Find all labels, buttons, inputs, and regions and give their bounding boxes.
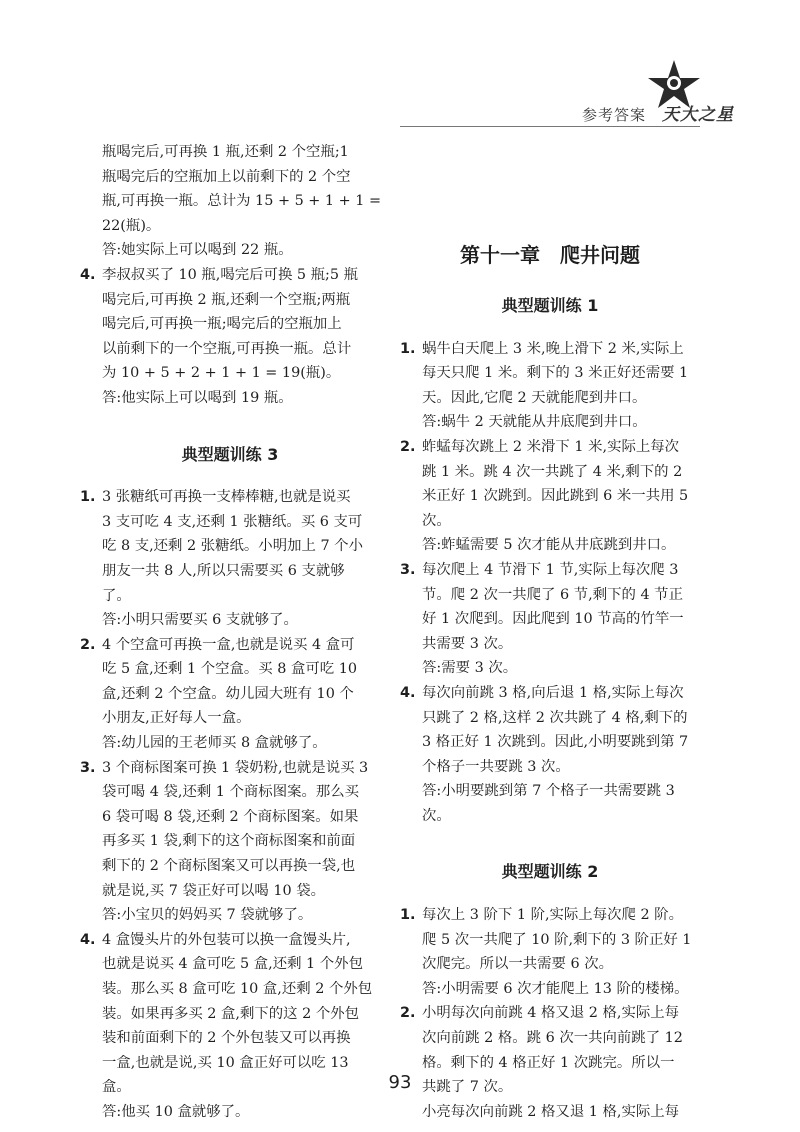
- text-line: 天。因此,它爬 2 天就能爬到井口。: [422, 389, 647, 406]
- list-item: [400, 1001, 700, 1026]
- answer-line: 答:他买 10 盒就够了。: [102, 1103, 250, 1120]
- text-line: 喝完后,可再换 2 瓶,还剩一个空瓶;两瓶: [102, 291, 351, 308]
- text-line: 好 1 次爬到。因此爬到 10 节高的竹竿一: [422, 611, 684, 628]
- right-column: [400, 140, 700, 1124]
- page-number: 93: [388, 1072, 412, 1093]
- answer-line: 次。: [422, 807, 451, 824]
- text-line: 共需要 3 次。: [422, 635, 513, 652]
- item-number: 3.: [400, 561, 416, 578]
- text-line: 盒,还剩 2 个空盒。幼儿园大班有 10 个: [102, 685, 354, 702]
- section-title: 典型题训练 2: [501, 862, 599, 882]
- list-item: [80, 633, 380, 658]
- list-item: [400, 681, 700, 706]
- text-line: 格。剩下的 4 格正好 1 次跳完。所以一: [422, 1054, 675, 1071]
- text-line: 只跳了 2 格,这样 2 次共跳了 4 格,剩下的: [422, 709, 688, 726]
- answer-line: 答:小明只需要买 6 支就够了。: [102, 612, 298, 629]
- text-line: 李叔叔买了 10 瓶,喝完后可换 5 瓶;5 瓶: [102, 266, 358, 283]
- text-line: 共跳了 7 次。: [422, 1079, 513, 1096]
- text-line: 3 个商标图案可换 1 袋奶粉,也就是说买 3: [102, 759, 369, 776]
- text-line: 爬 5 次一共爬了 10 阶,剩下的 3 阶正好 1: [422, 931, 692, 948]
- answer-line: 答:小宝贝的妈妈买 7 袋就够了。: [102, 907, 313, 924]
- text-line: 瓶喝完后的空瓶加上以前剩下的 2 个空: [102, 168, 351, 185]
- text-line: 小亮每次向前跳 2 格又退 1 格,实际上每: [422, 1103, 680, 1120]
- text-line: 4 个空盒可再换一盒,也就是说买 4 盒可: [102, 636, 355, 653]
- text-line: 次。: [422, 512, 451, 529]
- answer-line: 答:蜗牛 2 天就能从井底爬到井口。: [422, 414, 647, 431]
- text-line: 个格子一共要跳 3 次。: [422, 758, 570, 775]
- text-line: 3 支可吃 4 支,还剩 1 张糖纸。买 6 支可: [102, 513, 363, 530]
- text-line: 再多买 1 袋,剩下的这个商标图案和前面: [102, 833, 356, 850]
- item-number: 4.: [80, 931, 96, 948]
- answer-line: 答:她实际上可以喝到 22 瓶。: [102, 242, 293, 259]
- text-line: 蜗牛白天爬上 3 米,晚上滑下 2 米,实际上: [422, 340, 684, 357]
- item-number: 1.: [400, 340, 416, 357]
- list-item: [400, 337, 700, 362]
- text-line: 装。那么买 8 盒可吃 10 盒,还剩 2 个外包: [102, 981, 373, 997]
- text-line: 跳 1 米。跳 4 次一共跳了 4 米,剩下的 2: [422, 463, 683, 480]
- chapter-title: 第十一章 爬井问题: [460, 243, 640, 267]
- header-label: 参考答案: [582, 106, 647, 124]
- answer-line: 答:蚱蜢需要 5 次才能从井底跳到井口。: [422, 537, 676, 554]
- answer-line: 答:幼儿园的王老师买 8 盒就够了。: [102, 735, 327, 752]
- list-item: [400, 903, 700, 928]
- item-number: 2.: [400, 438, 416, 455]
- text-line: 袋可喝 4 袋,还剩 1 个商标图案。那么买: [102, 784, 360, 801]
- text-line: 每次上 3 阶下 1 阶,实际上每次爬 2 阶。: [422, 907, 683, 924]
- text-line: 为 10 + 5 + 2 + 1 + 1 = 19(瓶)。: [102, 365, 341, 382]
- item-number: 4.: [400, 684, 416, 701]
- item-number: 2.: [400, 1005, 416, 1022]
- text-line: 每次爬上 4 节滑下 1 节,实际上每次爬 3: [422, 561, 679, 578]
- text-line: 蚱蜢每次跳上 2 米滑下 1 米,实际上每次: [422, 438, 680, 455]
- item-number: 1.: [400, 907, 416, 924]
- text-line: 次向前跳 2 格。跳 6 次一共向前跳了 12: [422, 1030, 683, 1047]
- text-line: 6 袋可喝 8 袋,还剩 2 个商标图案。如果: [102, 808, 359, 825]
- text-line: 一盒,也就是说,买 10 盒正好可以吃 13: [102, 1054, 349, 1071]
- item-number: 3.: [80, 759, 96, 776]
- answer-line: 答:小明要跳到第 7 个格子一共需要跳 3: [422, 783, 675, 800]
- text-line: 22(瓶)。: [102, 217, 161, 234]
- list-item: [80, 263, 380, 288]
- text-line: 米正好 1 次跳到。因此跳到 6 米一共用 5: [422, 488, 689, 505]
- list-item: [80, 485, 380, 510]
- header-rule: [400, 126, 700, 127]
- list-item: [400, 558, 700, 583]
- text-line: 3 格正好 1 次跳到。因此,小明要跳到第 7: [422, 734, 689, 751]
- text-line: 每天只爬 1 米。剩下的 3 米正好还需要 1: [422, 365, 689, 382]
- text-line: 装。如果再多买 2 盒,剩下的这 2 个外包: [102, 1005, 360, 1022]
- item-number: 4.: [80, 266, 96, 283]
- text-line: 剩下的 2 个商标图案又可以再换一袋,也: [102, 858, 356, 875]
- text-line: 吃 5 盒,还剩 1 个空盒。买 8 盒可吃 10: [102, 661, 358, 678]
- list-item: [80, 756, 380, 781]
- text-line: 次爬完。所以一共需要 6 次。: [422, 956, 613, 973]
- text-line: 小朋友,正好每人一盒。: [102, 710, 251, 727]
- text-line: 节。爬 2 次一共爬了 6 节,剩下的 4 节正: [422, 586, 683, 603]
- text-line: 了。: [102, 587, 131, 604]
- text-line: 盒。: [102, 1079, 131, 1096]
- text-line: 小明每次向前跳 4 格又退 2 格,实际上每: [422, 1005, 680, 1022]
- text-line: 瓶,可再换一瓶。总计为 15 + 5 + 1 + 1 =: [102, 193, 382, 210]
- left-column: [80, 140, 380, 1125]
- item-number: 1.: [80, 489, 96, 506]
- text-line: 4 盒馒头片的外包装可以换一盒馒头片,: [102, 931, 351, 948]
- text-line: 瓶喝完后,可再换 1 瓶,还剩 2 个空瓶;1: [102, 144, 349, 160]
- text-line: 吃 8 支,还剩 2 张糖纸。小明加上 7 个小: [102, 538, 363, 555]
- text-line: 装和前面剩下的 2 个外包装又可以再换: [102, 1030, 351, 1047]
- text-line: 3 张糖纸可再换一支棒棒糖,也就是说买: [102, 489, 351, 506]
- item-number: 2.: [80, 636, 96, 653]
- text-line: 以前剩下的一个空瓶,可再换一瓶。总计: [102, 340, 352, 357]
- list-item: [80, 928, 380, 953]
- answer-line: 答:他实际上可以喝到 19 瓶。: [102, 389, 293, 406]
- text-line: 喝完后,可再换一瓶;喝完后的空瓶加上: [102, 316, 342, 333]
- section-title: 典型题训练 3: [181, 444, 279, 464]
- header-brand: 天大之星: [662, 105, 734, 125]
- text-line: 每次向前跳 3 格,向后退 1 格,实际上每次: [422, 684, 684, 701]
- answer-line: 答:需要 3 次。: [422, 660, 518, 677]
- section-title: 典型题训练 1: [501, 296, 599, 315]
- text-line: 就是说,买 7 袋正好可以喝 10 袋。: [102, 882, 326, 899]
- text-line: 也就是说买 4 盒可吃 5 盒,还剩 1 个外包: [102, 956, 363, 973]
- answer-line: 答:小明需要 6 次才能爬上 13 阶的楼梯。: [422, 980, 689, 997]
- text-line: 朋友一共 8 人,所以只需要买 6 支就够: [102, 562, 345, 579]
- list-item: [400, 435, 700, 460]
